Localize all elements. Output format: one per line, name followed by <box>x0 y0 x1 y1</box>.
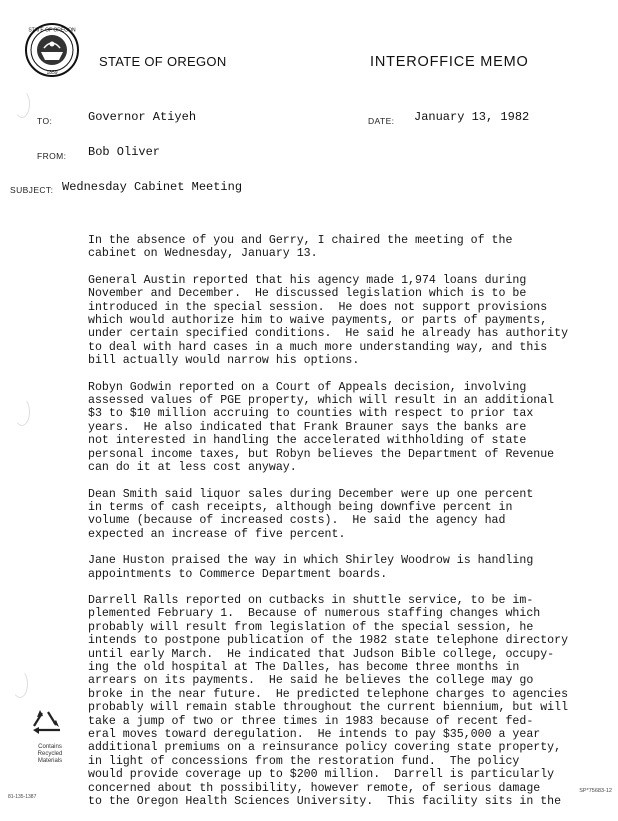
recycle-label <box>22 744 78 765</box>
punch-mark <box>12 670 28 698</box>
state-name: STATE OF OREGON <box>99 54 227 69</box>
memo-body <box>88 234 608 821</box>
from-value: Bob Oliver <box>88 145 161 159</box>
body-paragraph: Robyn Godwin reported on a Court of Appeals decision, involving assessed values of PGE property, which will result in an additional $3 to $10 million accruing to counties with respect to prior tax years. He also indicated that Frank Brauner says the banks are not interested in handling the accelerated withholding of state personal income taxes, but Robyn believes the Department of Revenue can do it at less cost anyway. <box>88 380 555 475</box>
subject-label: SUBJECT: <box>10 185 54 195</box>
recycle-label-text: Contains Recycled Materials <box>37 744 63 764</box>
svg-text:STATE OF OREGON: STATE OF OREGON <box>28 27 76 34</box>
recycle-icon <box>28 708 68 742</box>
stock-number: SP*75683-12 <box>579 788 612 794</box>
body-paragraph: Jane Huston praised the way in which Shirley Woodrow is handling appointments to Commerce Department boards. <box>88 554 534 581</box>
body-paragraph: Darrell Ralls reported on cutbacks in shuttle service, to be im- plemented February 1. Because of numerous staffing changes which probably will result from legislation of the special session, he intends to postpone publication of the 1982 state telephone directory until early March. He indicated that Judson Bible college, occupy- ing the old hospital at The Dalles, has become three months in arrears on its payments. He said he believes the college may go broke in the near future. He predicted telephone charges to agencies probably will remain stable throughout the current biennium, but will take a jump of two or three times in 1983 because of recent fed- eral moves toward deregulation. He intends to pay $35,000 a year additional premiums on a reinsurance policy covering state property, in light of concessions from the restoration fund. The policy would provide coverage up to $200 million. Darrell is particularly concerned about th possibility, however remote, of serious damage to the Oregon Health Sciences University. This facility sits in the <box>88 593 569 809</box>
date-value: January 13, 1982 <box>414 110 530 124</box>
form-number: 81-135-1387 <box>8 794 37 800</box>
state-seal-icon <box>24 22 80 78</box>
body-paragraph: General Austin reported that his agency made 1,974 loans during November and December. He discussed legislation which is to be introduced in the special session. He does not support provisions which would authorize him to waive payments, or parts of payments, under certain specified conditions. He said he already has authority to deal with hard cases in a much more understanding way, and this bill actually would narrow his options. <box>88 273 569 368</box>
to-label: TO: <box>37 116 53 126</box>
from-label: FROM: <box>37 151 67 161</box>
body-paragraph: In the absence of you and Gerry, I chaired the meeting of the cabinet on Wednesday, January 13. <box>88 234 513 261</box>
subject-value: Wednesday Cabinet Meeting <box>62 180 243 194</box>
punch-mark <box>14 90 30 118</box>
date-label: DATE: <box>368 116 395 126</box>
memo-type-heading: INTEROFFICE MEMO <box>370 54 529 70</box>
svg-text:1859: 1859 <box>46 70 58 76</box>
punch-mark <box>14 398 30 426</box>
body-paragraph: Dean Smith said liquor sales during December were up one percent in terms of cash receipts, although being downfive percent in volume (because of increased costs). He said the agency had expected an increase of five percent. <box>88 487 534 541</box>
to-value: Governor Atiyeh <box>88 110 197 124</box>
